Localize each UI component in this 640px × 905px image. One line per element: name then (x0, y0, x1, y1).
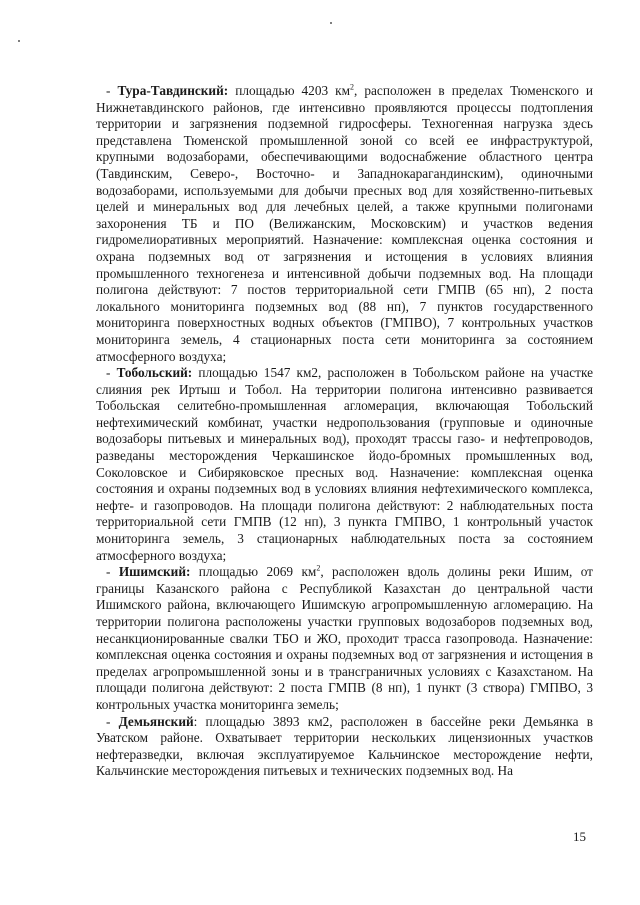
paragraph-dash: - (106, 365, 117, 381)
page-number: 15 (573, 829, 586, 844)
polygon-name: Тура-Тавдинский: (117, 83, 229, 98)
scan-speck (330, 22, 332, 24)
paragraph-tobolsky (96, 365, 593, 564)
polygon-name: Тобольский: (116, 365, 193, 381)
polygon-name: Ишимский: (118, 564, 191, 580)
document-body (96, 83, 593, 780)
paragraph-text: площадью 1547 км2, расположен в Тобольском районе на участке слияния рек Иртыш и Тобол. На территории полигона интенсивно развивается Тобольская селитебно-промышленная агломерация, включающая Тобольский нефтехимический комбинат, участки недропользования (групповые и одиночные водозаборы питьевых и минеральных вод), проходят трассы газо- и нефтепроводов, разведаны месторождения Черкашинское йодо-бромных промышленных вод, Соколовское и Сибиряковское пресных вод. Назначение: комплексная оценка состояния и охраны подземных вод в условиях влияния нефтехимического комплекса, нефте- и газопроводов. На площади полигона действуют: 2 наблюдательных поста территориальной сети ГМПВ (12 нп), 3 пункта ГМПВО, 1 контрольный участок мониторинга земель, 3 стационарных наблюдательных поста за состоянием атмосферного воздуха; (96, 365, 593, 563)
superscript: 2 (316, 563, 321, 573)
scan-speck (18, 40, 20, 42)
paragraph-text: площадью 4203 км (228, 83, 351, 98)
polygon-name: Демьянский (118, 713, 194, 729)
paragraph-text: , расположен вдоль долины реки Ишим, от границы Казанского района с Республикой Казахстан до центральной части Ишимского района, включающего Ишимскую агропромышленную агломерацию. На территории полигона расположены участки групповых водозаборов подземных вод, несанкционированные свалки ТБО и ЖО, проходит трасса газопровода. Назначение: комплексная оценка состояния и охраны подземных вод от загрязнения и истощения в пределах агропромышленной зоны и в трансграничных условиях с Казахстаном. На площади полигона действуют: 2 поста ГМПВ (8 нп), 1 пункт (3 створа) ГМПВО, 3 контрольных участка мониторинга земель; (96, 564, 593, 712)
paragraph-text: площадью 2069 км (190, 564, 317, 580)
paragraph-demyansky (96, 714, 593, 780)
paragraph-text: , расположен в пределах Тюменского и Нижнетавдинского районов, где интенсивно проявляются процессы подтопления территории и загрязнения подземной гидросферы. Техногенная нагрузка здесь представлена Тюменской промышленной зоной со всей ее инфраструктурой, крупными водозаборами, обеспечивающими водоснабжение областного центра (Тавдинским, Северо-, Восточно- и Западнокарагандинским), одиночными водозаборами, используемыми для добычи пресных вод для хозяйственно-питьевых целей и минеральных вод для лечебных целей, а также крупными полигонами захоронения ТБ и ПО (Велижанским, Московским) и участков ведения гидромелиоративных мероприятий. Назначение: комплексная оценка состояния и охрана подземных вод от загрязнения и истощения в условиях влияния промышленного техногенеза и интенсивной добычи подземных вод. На площади полигона действуют: 7 постов территориальной сети ГМПВ (65 нп), 2 поста локального мониторинга подземных вод (88 нп), 7 пунктов государственного мониторинга поверхностных водных объектов (ГМПВО), 7 контрольных участков мониторинга земель, 4 стационарных поста сети мониторинга за состоянием атмосферного воздуха; (96, 83, 593, 364)
paragraph-ishimsky (96, 564, 593, 713)
paragraph-dash: - (106, 564, 119, 580)
paragraph-dash: - (106, 83, 118, 98)
paragraph-text: : площадью 3893 км2, расположен в бассейне реки Демьянка в Уватском районе. Охватывает территории нескольких лицензионных участков нефтеразведки, включая эксплуатируемое Кальчинское месторождение нефти, Кальчинские месторождения питьевых и технических подземных вод. На (96, 713, 593, 779)
superscript: 2 (350, 82, 355, 92)
paragraph-dash: - (106, 713, 119, 729)
paragraph-tura-tavdinsky (96, 83, 593, 365)
